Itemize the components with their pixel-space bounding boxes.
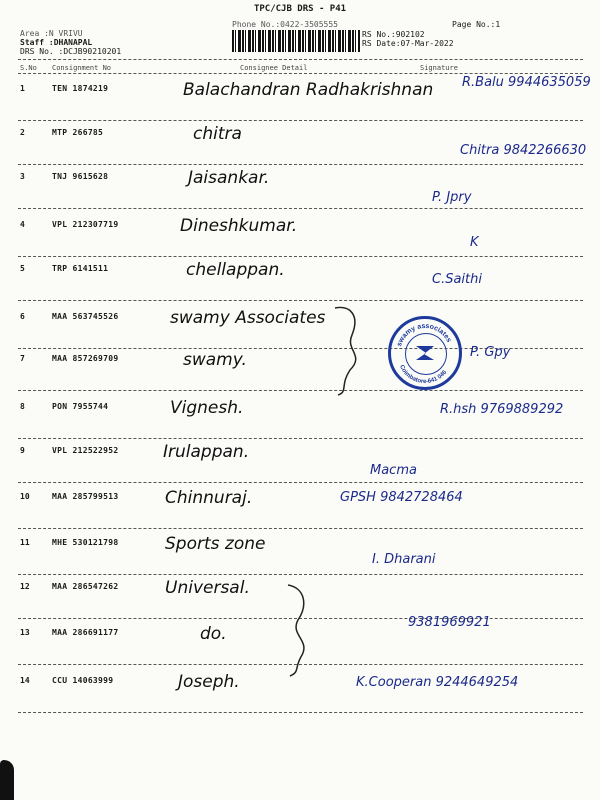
stamp-top-text: swamy associates	[395, 322, 453, 348]
consignment-number: MHE 530121798	[52, 538, 119, 547]
handwritten-brace-mark-2	[280, 580, 320, 680]
row-divider	[18, 438, 583, 439]
consignment-number: TEN 1874219	[52, 84, 109, 93]
consignment-number: PON 7955744	[52, 402, 109, 411]
recipient-signature: R.Balu 9944635059	[462, 75, 591, 90]
row-number: 9	[20, 446, 25, 455]
consignee-name: do.	[200, 624, 227, 644]
row-number: 2	[20, 128, 25, 137]
handwritten-brace-mark	[330, 300, 370, 400]
barcode-image	[232, 30, 360, 52]
column-header-divider	[18, 73, 583, 74]
consignment-number: TNJ 9615628	[52, 172, 109, 181]
stamp-text-ring	[388, 316, 462, 390]
consignee-name: Joseph.	[178, 672, 240, 692]
stamp-bottom-text: Coimbatore-641 046	[398, 364, 449, 386]
row-number: 8	[20, 402, 25, 411]
header-divider	[18, 59, 583, 60]
company-stamp	[388, 316, 462, 390]
row-number: 6	[20, 312, 25, 321]
row-number: 7	[20, 354, 25, 363]
document-title: TPC/CJB DRS - P41	[253, 4, 347, 14]
consignment-number: MAA 286691177	[52, 628, 119, 637]
consignment-number: CCU 14063999	[52, 676, 114, 685]
recipient-signature: P. Jpry	[432, 190, 472, 205]
row-divider	[18, 712, 583, 713]
consignee-name: chitra	[193, 124, 242, 144]
recipient-signature: C.Saithi	[432, 272, 482, 287]
consignment-number: VPL 212522952	[52, 446, 119, 455]
row-divider	[18, 208, 583, 209]
consignee-name: Irulappan.	[163, 442, 250, 462]
consignment-number: MTP 266785	[52, 128, 104, 137]
consignee-name: Jaisankar.	[188, 168, 270, 188]
row-divider	[18, 574, 583, 575]
column-header-consignment: Consignment No	[52, 64, 112, 72]
recipient-signature: Chitra 9842266630	[460, 143, 587, 158]
phone-number: Phone No.:0422-3505555	[232, 20, 338, 29]
scan-edge-artifact	[0, 760, 14, 800]
consignee-name: Balachandran Radhakrishnan	[183, 80, 434, 100]
recipient-signature: K.Cooperan 9244649254	[356, 675, 519, 690]
rs-date: RS Date:07-Mar-2022	[362, 39, 454, 48]
consignment-number: MAA 857269709	[52, 354, 119, 363]
column-header-signature: Signature	[420, 64, 458, 72]
row-divider	[18, 300, 583, 301]
consignee-name: Sports zone	[165, 534, 266, 554]
recipient-signature: R.hsh 9769889292	[440, 402, 564, 417]
consignment-number: VPL 212307719	[52, 220, 119, 229]
column-header-sno: S.No	[20, 64, 37, 72]
row-divider	[18, 256, 583, 257]
consignment-number: MAA 563745526	[52, 312, 119, 321]
svg-text:swamy associates	[396, 323, 452, 348]
row-divider	[18, 528, 583, 529]
row-divider	[18, 390, 583, 391]
row-divider	[18, 164, 583, 165]
row-number: 12	[20, 582, 30, 591]
row-number: 4	[20, 220, 25, 229]
recipient-signature: K	[470, 235, 479, 250]
row-number: 5	[20, 264, 25, 273]
recipient-signature: Macma	[370, 463, 417, 478]
consignee-name: Chinnuraj.	[165, 488, 253, 508]
consignment-number: TRP 6141511	[52, 264, 109, 273]
column-header-consignee: Consignee Detail	[240, 64, 308, 72]
consignee-name: chellappan.	[186, 260, 285, 280]
stamp-logo-icon	[416, 346, 434, 360]
recipient-signature: P. Gpy	[470, 345, 511, 360]
page-number: Page No.:1	[452, 20, 501, 29]
row-number: 1	[20, 84, 25, 93]
consignee-name: swamy.	[183, 350, 247, 370]
drs-number: DRS No. :DCJB90210201	[20, 47, 122, 56]
rs-number: RS No.:902102	[362, 30, 425, 39]
recipient-signature: 9381969921	[408, 615, 491, 630]
consignee-name: swamy Associates	[170, 308, 326, 328]
row-number: 10	[20, 492, 30, 501]
staff-label: Staff :DHANAPAL	[20, 38, 93, 47]
consignee-name: Dineshkumar.	[180, 216, 298, 236]
row-divider	[18, 120, 583, 121]
recipient-signature: GPSH 9842728464	[340, 490, 463, 505]
row-number: 14	[20, 676, 30, 685]
consignee-name: Vignesh.	[170, 398, 244, 418]
consignment-number: MAA 285799513	[52, 492, 119, 501]
svg-text:Coimbatore-641 046	[398, 364, 449, 385]
consignee-name: Universal.	[165, 578, 250, 598]
area-label: Area :N VRIVU	[20, 29, 83, 38]
row-number: 13	[20, 628, 30, 637]
row-number: 3	[20, 172, 25, 181]
consignment-number: MAA 286547262	[52, 582, 119, 591]
recipient-signature: I. Dharani	[372, 552, 436, 567]
row-number: 11	[20, 538, 30, 547]
row-divider	[18, 482, 583, 483]
